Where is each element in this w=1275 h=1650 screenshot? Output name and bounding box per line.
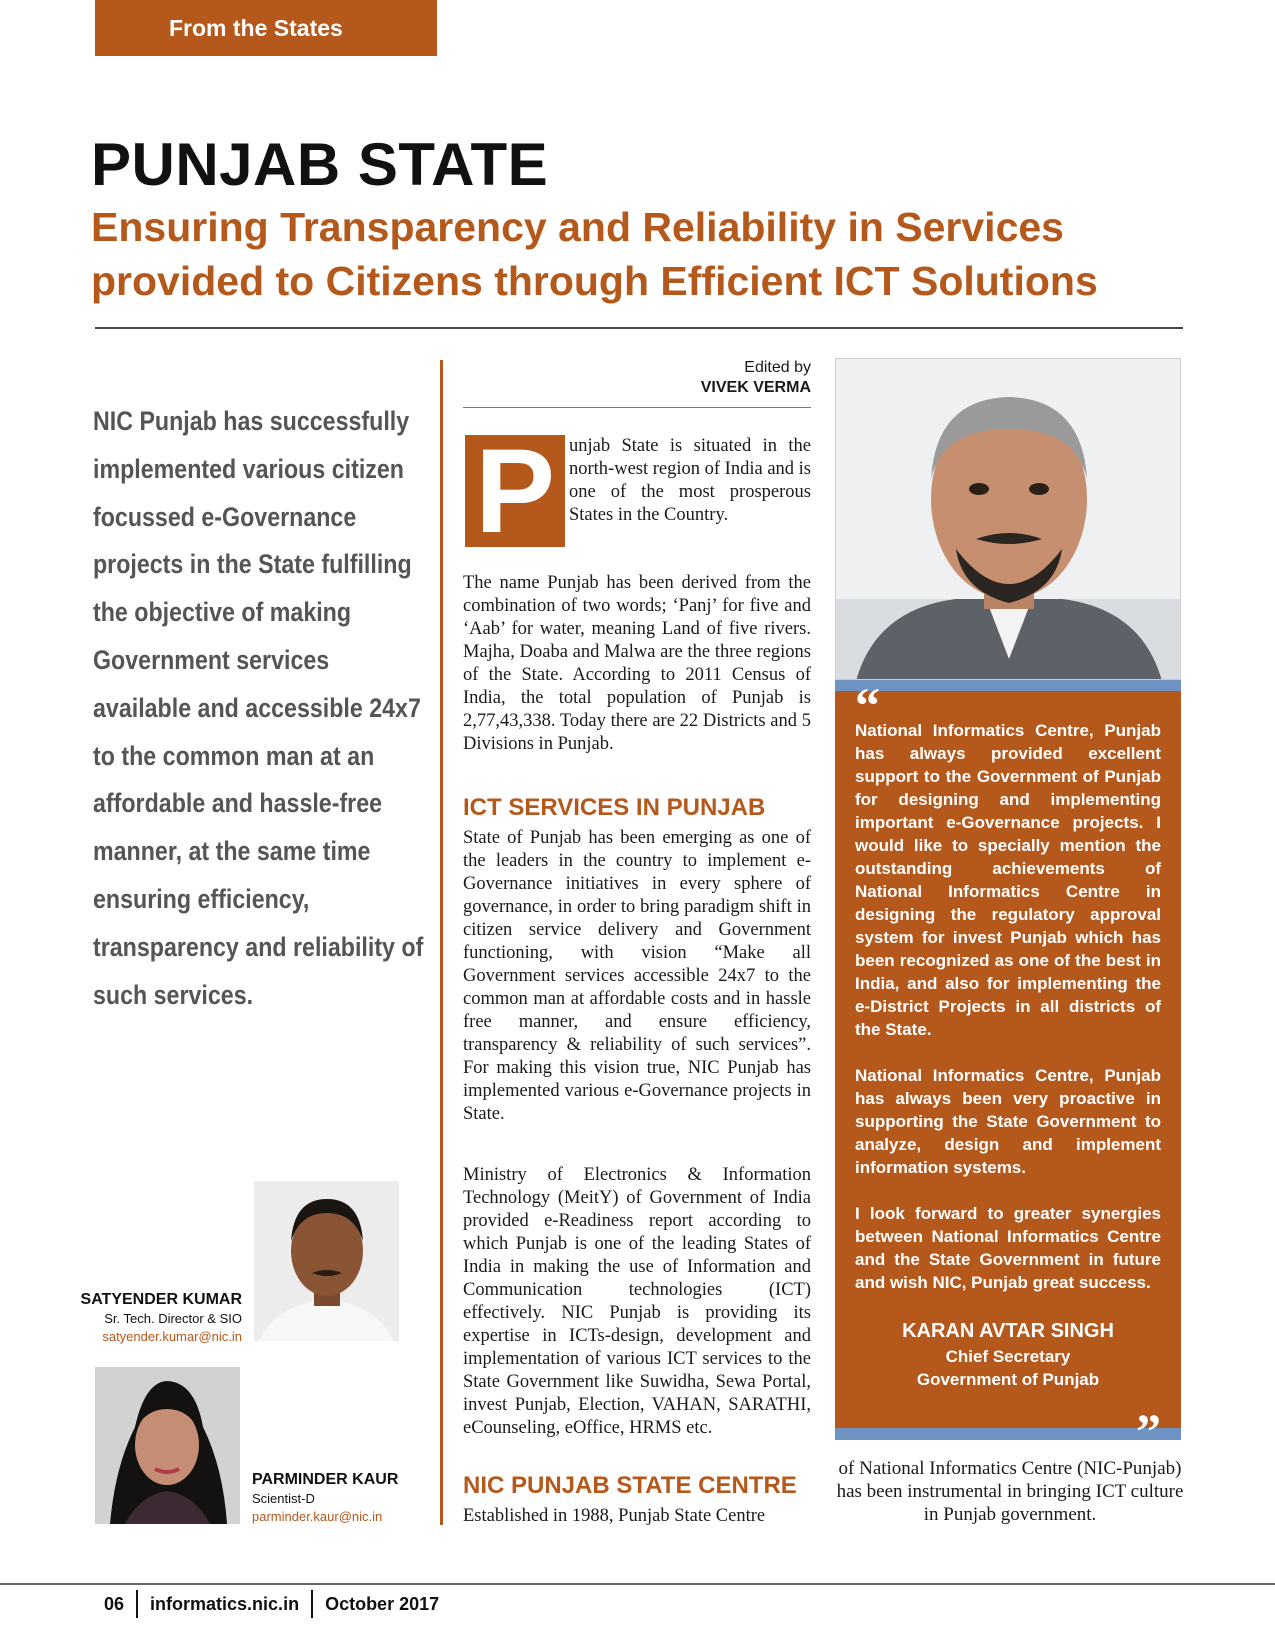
chief-secretary-photo bbox=[835, 358, 1181, 680]
column-rule bbox=[440, 360, 443, 1525]
article-subtitle: Ensuring Transparency and Reliability in Services provided to Citizens through Efficient ICT Solutions bbox=[91, 204, 1098, 304]
quote-author-role: Chief Secretary bbox=[945, 1347, 1071, 1366]
person-name: SATYENDER KUMAR bbox=[80, 1291, 242, 1308]
paragraph-5: Established in 1988, Punjab State Centre bbox=[463, 1506, 766, 1526]
person-title: Sr. Tech. Director & SIO bbox=[104, 1311, 242, 1326]
quote-author-org: Government of Punjab bbox=[916, 1370, 1100, 1389]
close-quote-icon: ” bbox=[1136, 1403, 1161, 1459]
person-email[interactable]: satyender.kumar@nic.in bbox=[102, 1329, 242, 1344]
intro-text: NIC Punjab has successfully implemented various citizen focussed e-Governance projects in the State fulfilling the objective of making Government services available and accessible 24x7 to the common man at an affordable and hassle-free manner, at the same time ensuring efficiency, transparency and reliability of such services. bbox=[93, 406, 424, 1010]
person-name: PARMINDER KAUR bbox=[252, 1471, 399, 1488]
parminder-kaur-photo bbox=[95, 1367, 240, 1524]
person-block-satyender bbox=[60, 1290, 242, 1346]
portrait-icon bbox=[836, 359, 1181, 680]
page-number: 06 bbox=[104, 1594, 125, 1614]
paragraph-3: State of Punjab has been emerging as one of the leaders in the country to implement e-Governance initiatives in every sphere of governance, in order to bring paradigm shift in citizen service delivery and Government functioning, with vision “Make all Government services accessible 24x7 to the common man at affordable costs and in hassle free manner, and ensure efficiency, transparency & reliability of such services”. For making this vision true, NIC Punjab has implemented various e-Governance projects in State. bbox=[463, 828, 811, 1124]
person-block-parminder bbox=[252, 1470, 452, 1526]
page-footer bbox=[104, 1590, 439, 1618]
quote-bottom-bar bbox=[835, 1428, 1181, 1440]
section-tab: From the States bbox=[95, 0, 437, 56]
editor-name: VIVEK VERMA bbox=[700, 379, 811, 396]
portrait-icon bbox=[254, 1181, 399, 1341]
paragraph-1: unjab State is situated in the north-west region of India and is one of the most prosperous States in the Country. bbox=[569, 436, 811, 525]
footer-separator bbox=[136, 1590, 138, 1618]
paragraph-4: Ministry of Electronics & Information Technology (MeitY) of Government of India provided e-Readiness report according to which Punjab is one of the leading States of India in making the use of Information and Communication technologies (ICT) effectively. NIC Punjab is providing its expertise in ICTs-design, development and implementation of various ICT services to the State Government like Suwidha, Sewa Portal, invest Punjab, Election, VAHAN, SARATHI, eCounseling, eOffice, HRMS etc. bbox=[463, 1165, 811, 1438]
quote-paragraph-3: I look forward to greater synergies between National Informatics Centre and the State Government in future and wish NIC, Punjab great success. bbox=[855, 1204, 1161, 1292]
footer-divider bbox=[0, 1583, 1275, 1585]
quote-author-name: KARAN AVTAR SINGH bbox=[902, 1320, 1114, 1342]
title-divider bbox=[95, 327, 1183, 329]
footer-site[interactable]: informatics.nic.in bbox=[150, 1594, 300, 1614]
editor-label: Edited by bbox=[744, 359, 811, 376]
person-title: Scientist-D bbox=[252, 1491, 315, 1506]
paragraph-6: of National Informatics Centre (NIC-Punjab) has been instrumental in bringing ICT culture in Punjab government. bbox=[836, 1458, 1184, 1525]
person-email[interactable]: parminder.kaur@nic.in bbox=[252, 1509, 383, 1524]
quote-paragraph-2: National Informatics Centre, Punjab has always been very proactive in supporting the State Government to analyze, design and implement information systems. bbox=[855, 1066, 1161, 1177]
editor-divider bbox=[463, 407, 811, 408]
satyender-kumar-photo bbox=[254, 1181, 399, 1341]
quote-paragraph-1: National Informatics Centre, Punjab has always provided excellent support to the Government of Punjab for designing and implementing important e-Governance projects. I would like to specially mention the outstanding achievements of National Informatics Centre in designing the regulatory approval system for invest Punjab which has been recognized as one of the best in India, and also for implementing the e-District Projects in all districts of the State. bbox=[855, 721, 1161, 1039]
heading-ict-services: ICT SERVICES IN PUNJAB bbox=[463, 794, 766, 821]
portrait-icon bbox=[95, 1367, 240, 1524]
open-quote-icon: “ bbox=[855, 677, 880, 733]
drop-cap: P bbox=[465, 435, 565, 547]
quote-signature bbox=[855, 1317, 1161, 1391]
heading-nic-centre: NIC PUNJAB STATE CENTRE bbox=[463, 1472, 797, 1499]
quote-top-bar bbox=[835, 680, 1181, 691]
footer-date: October 2017 bbox=[325, 1594, 440, 1614]
footer-separator bbox=[311, 1590, 313, 1618]
editor-credit bbox=[463, 358, 811, 398]
article-title: PUNJAB STATE bbox=[91, 131, 549, 198]
quote-box bbox=[835, 691, 1181, 1428]
paragraph-2: The name Punjab has been derived from the combination of two words; ‘Panj’ for five and ‘Aab’ for water, meaning Land of five rivers. Majha, Doaba and Malwa are the three regions of the State. According to 2011 Census of India, the total population of Punjab is 2,77,43,338. Today there are 22 Districts and 5 Divisions in Punjab. bbox=[463, 573, 811, 754]
